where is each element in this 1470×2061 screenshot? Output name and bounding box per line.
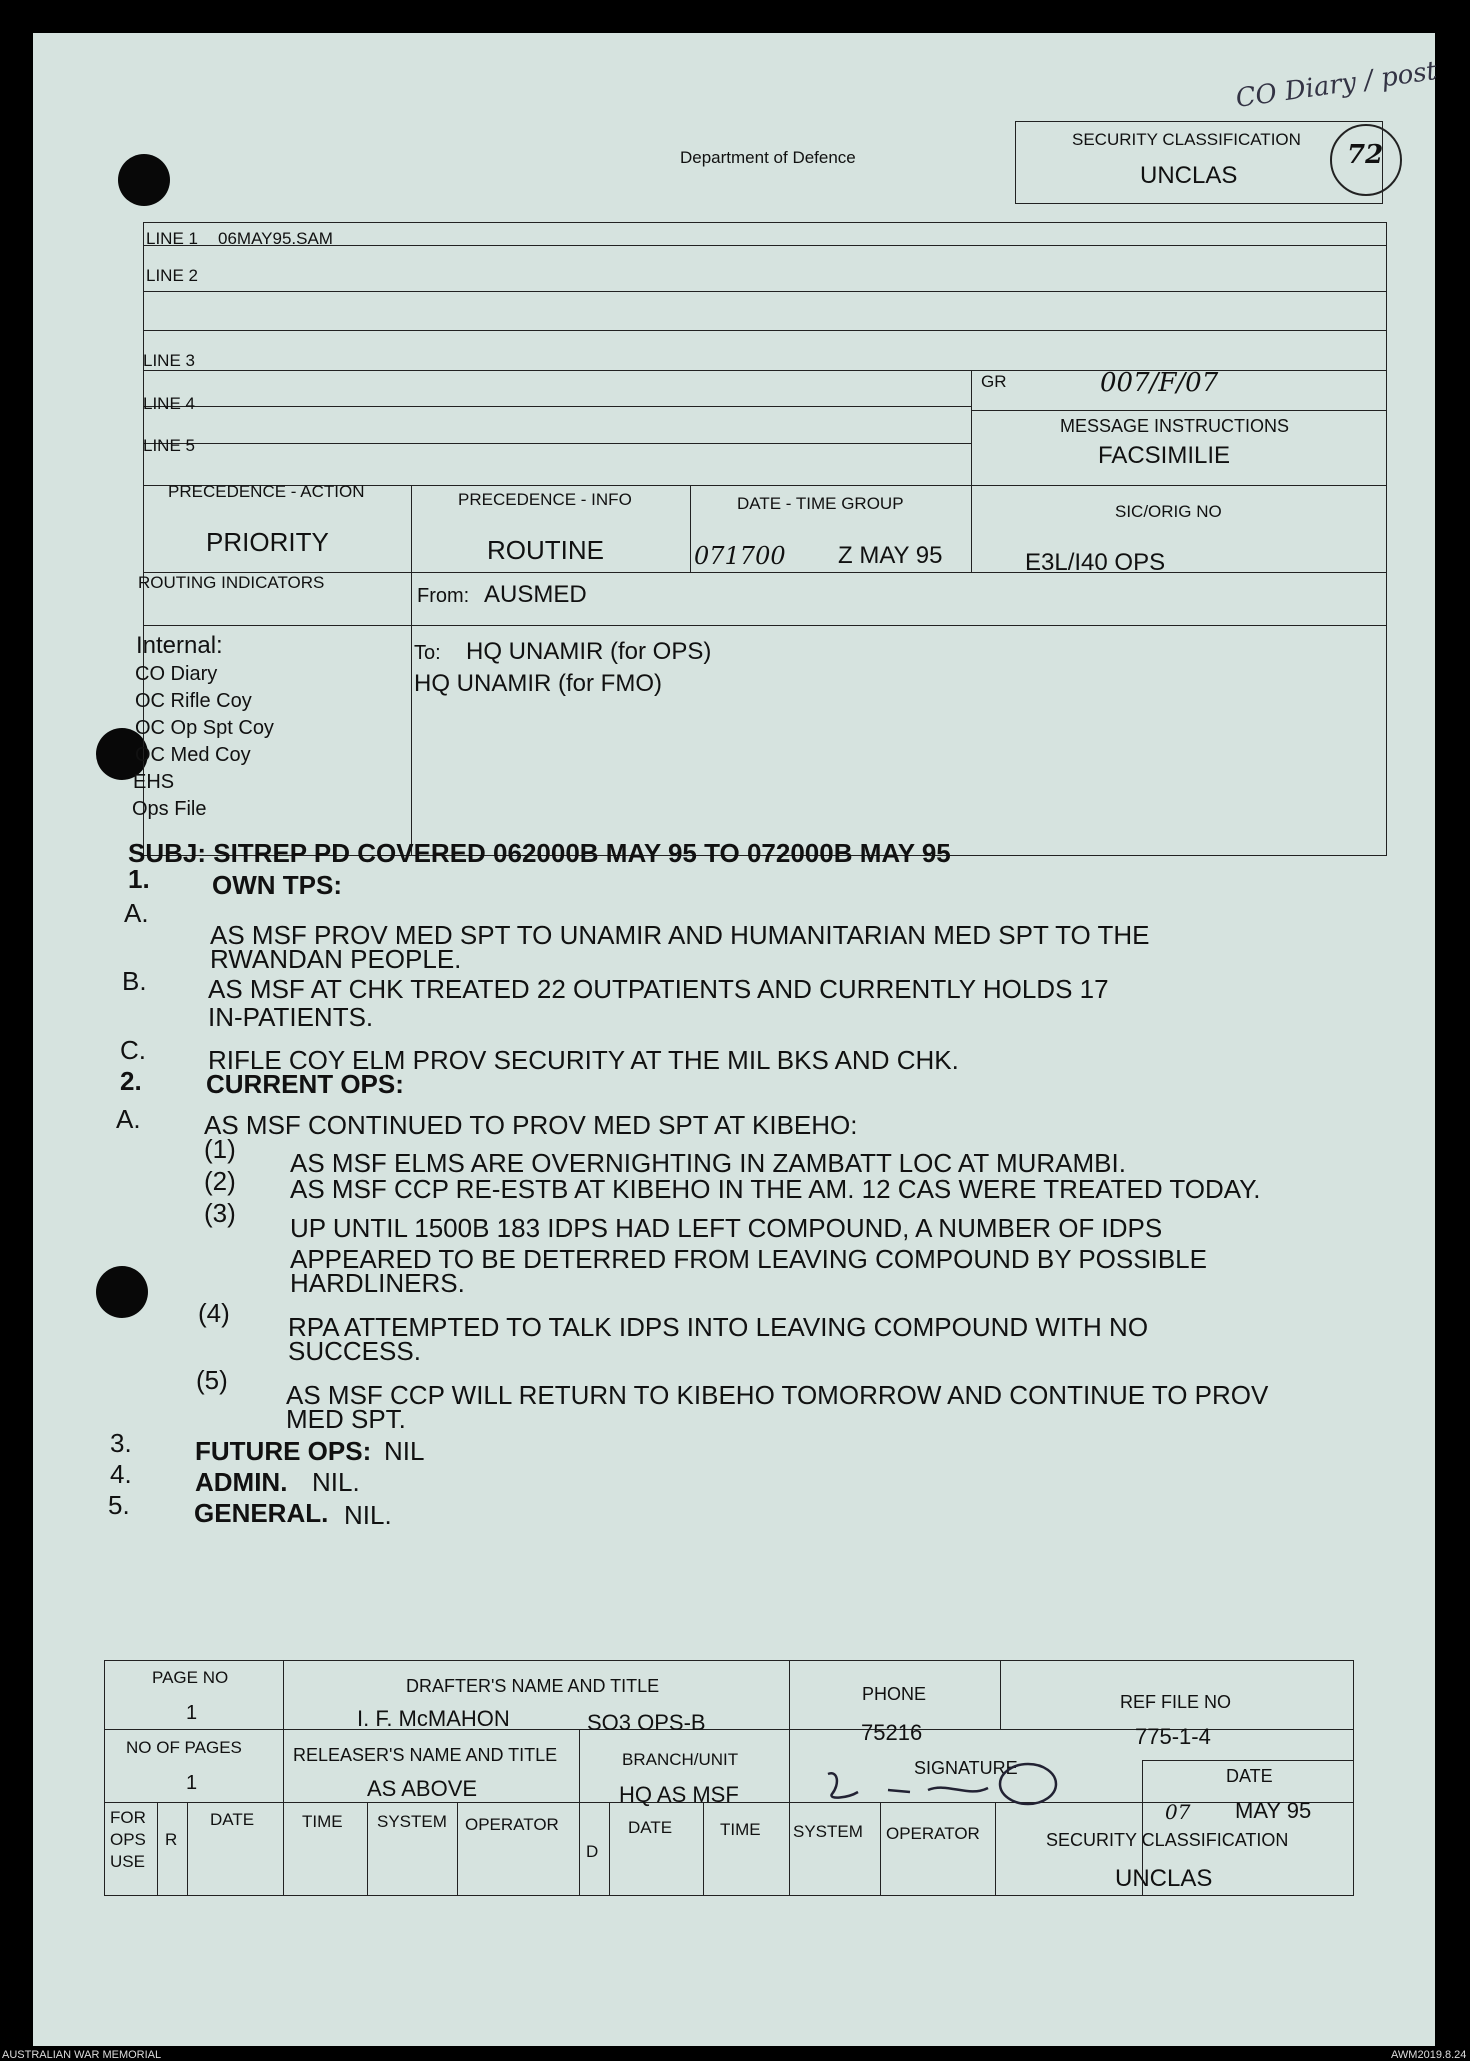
col-system: SYSTEM xyxy=(793,1822,863,1841)
col-system: SYSTEM xyxy=(377,1812,447,1831)
form-line xyxy=(367,1802,368,1896)
message-form xyxy=(143,222,1387,856)
bottom-security-classification-label: SECURITY CLASSIFICATION xyxy=(1046,1830,1289,1850)
item-number: A. xyxy=(116,1104,141,1134)
form-line xyxy=(1142,1760,1354,1761)
ref-file-value: 775-1-4 xyxy=(1135,1724,1211,1749)
to-value: HQ UNAMIR (for FMO) xyxy=(414,670,662,697)
section-heading: FUTURE OPS: xyxy=(195,1436,372,1466)
signature-label: SIGNATURE xyxy=(914,1758,1018,1778)
form-line xyxy=(457,1802,458,1896)
date-value: MAY 95 xyxy=(1235,1798,1312,1823)
item-text: AS MSF CONTINUED TO PROV MED SPT AT KIBEHO: xyxy=(204,1110,858,1140)
section-number: 1. xyxy=(128,864,150,894)
section-number: 5. xyxy=(108,1490,130,1520)
routing-indicators-label: ROUTING INDICATORS xyxy=(138,573,325,592)
form-line xyxy=(157,1802,158,1896)
form-line xyxy=(579,1729,580,1896)
from-label: From: xyxy=(417,585,470,607)
sub-item-text: MED SPT. xyxy=(286,1404,406,1434)
dtg-value: Z MAY 95 xyxy=(838,542,943,569)
section-number: 3. xyxy=(110,1428,132,1458)
form-line xyxy=(411,485,412,856)
bottom-security-classification-value: UNCLAS xyxy=(1115,1865,1213,1892)
col-operator: OPERATOR xyxy=(465,1815,559,1834)
to-label: To: xyxy=(414,642,441,664)
col-time: TIME xyxy=(302,1812,343,1831)
punch-hole xyxy=(118,154,170,206)
item-text: IN-PATIENTS. xyxy=(208,1002,374,1032)
security-classification-value: UNCLAS xyxy=(1140,162,1238,189)
security-classification-label: SECURITY CLASSIFICATION xyxy=(1072,130,1301,149)
precedence-action-label: PRECEDENCE - ACTION xyxy=(168,482,365,501)
item-text: RIFLE COY ELM PROV SECURITY AT THE MIL BKS AND CHK. xyxy=(208,1045,959,1075)
page-no-label: PAGE NO xyxy=(152,1668,229,1687)
handwritten-note: CO Diary / post xyxy=(1233,56,1439,114)
line5-label: LINE 5 xyxy=(143,436,195,455)
ref-file-label: REF FILE NO xyxy=(1120,1692,1232,1712)
precedence-info-value: ROUTINE xyxy=(487,535,604,565)
section-heading: ADMIN. xyxy=(195,1467,288,1497)
line1-label: LINE 1 xyxy=(146,229,198,248)
form-line xyxy=(143,406,971,407)
col-date: DATE xyxy=(628,1818,673,1837)
section-number: 4. xyxy=(110,1459,132,1489)
no-pages-label: NO OF PAGES xyxy=(126,1738,242,1757)
item-number: B. xyxy=(122,966,147,996)
form-line xyxy=(690,485,691,572)
form-line xyxy=(143,443,971,444)
date-handwritten: 07 xyxy=(1165,1800,1191,1824)
internal-item: EHS xyxy=(133,771,175,793)
branch-value: HQ AS MSF xyxy=(619,1782,739,1807)
line1-value: 06MAY95.SAM xyxy=(218,229,333,248)
form-line xyxy=(609,1802,610,1896)
r-label: R xyxy=(165,1830,178,1849)
for-ops-use: USE xyxy=(110,1852,145,1871)
form-line xyxy=(971,410,1387,411)
internal-title: Internal: xyxy=(136,632,223,659)
date-label: DATE xyxy=(1226,1766,1273,1786)
sub-item-text: UP UNTIL 1500B 183 IDPS HAD LEFT COMPOUND, A NUMBER OF IDPS xyxy=(290,1213,1163,1243)
to-value: HQ UNAMIR (for OPS) xyxy=(466,638,712,665)
form-line xyxy=(143,572,1387,573)
col-operator: OPERATOR xyxy=(886,1824,980,1843)
from-value: AUSMED xyxy=(484,581,587,608)
sub-item-number: (5) xyxy=(196,1365,228,1395)
drafter-name: I. F. McMAHON xyxy=(357,1706,510,1731)
internal-item: OC Op Spt Coy xyxy=(135,717,274,739)
branch-label: BRANCH/UNIT xyxy=(622,1750,739,1769)
phone-label: PHONE xyxy=(862,1684,927,1704)
form-line xyxy=(703,1802,704,1896)
for-ops-use: FOR xyxy=(110,1808,146,1827)
sub-item-text: RPA ATTEMPTED TO TALK IDPS INTO LEAVING COMPOUND WITH NO xyxy=(288,1312,1149,1342)
form-line xyxy=(880,1802,881,1896)
sub-item-number: (4) xyxy=(198,1298,230,1328)
sub-item-text: HARDLINERS. xyxy=(290,1268,465,1298)
col-date: DATE xyxy=(210,1810,255,1829)
footer-left: AUSTRALIAN WAR MEMORIAL xyxy=(2,2049,162,2061)
sub-item-number: (2) xyxy=(204,1166,236,1196)
internal-item: OC Med Coy xyxy=(135,744,251,766)
form-line xyxy=(283,1660,284,1896)
for-ops-use: OPS xyxy=(110,1830,146,1849)
page-no-value: 1 xyxy=(186,1702,198,1724)
item-number: A. xyxy=(124,898,149,928)
footer-right: AWM2019.8.24 xyxy=(1391,2049,1467,2061)
section-value: NIL. xyxy=(344,1500,392,1530)
releaser-value: AS ABOVE xyxy=(367,1776,478,1801)
form-line xyxy=(143,291,1387,292)
form-line xyxy=(187,1802,188,1896)
sub-item-text: AS MSF CCP RE-ESTB AT KIBEHO IN THE AM. 12 CAS WERE TREATED TODAY. xyxy=(290,1174,1261,1204)
sub-item-text: SUCCESS. xyxy=(288,1336,421,1366)
dtg-label: DATE - TIME GROUP xyxy=(737,494,904,513)
punch-hole xyxy=(96,1266,148,1318)
gr-value: 007/F/07 xyxy=(1100,368,1219,398)
dtg-handwritten: 071700 xyxy=(694,542,786,570)
line3-label: LINE 3 xyxy=(143,351,195,370)
section-heading: OWN TPS: xyxy=(212,870,342,900)
form-line xyxy=(1000,1660,1001,1729)
item-text: RWANDAN PEOPLE. xyxy=(210,944,462,974)
item-text: AS MSF PROV MED SPT TO UNAMIR AND HUMANITARIAN MED SPT TO THE xyxy=(210,920,1150,950)
sub-item-text: APPEARED TO BE DETERRED FROM LEAVING COMPOUND BY POSSIBLE xyxy=(290,1244,1207,1274)
sub-item-text: AS MSF CCP WILL RETURN TO KIBEHO TOMORROW AND CONTINUE TO PROV xyxy=(286,1380,1269,1410)
d-label: D xyxy=(586,1842,599,1861)
form-line xyxy=(143,625,1387,626)
section-number: 2. xyxy=(120,1066,142,1096)
sub-item-number: (1) xyxy=(204,1134,236,1164)
form-line xyxy=(971,370,972,572)
col-time: TIME xyxy=(720,1820,761,1839)
drafter-label: DRAFTER'S NAME AND TITLE xyxy=(406,1676,660,1696)
line4-label: LINE 4 xyxy=(143,394,195,413)
message-instructions-label: MESSAGE INSTRUCTIONS xyxy=(1060,416,1290,436)
department-title: Department of Defence xyxy=(680,148,856,167)
form-line xyxy=(995,1802,996,1896)
item-number: C. xyxy=(120,1035,146,1065)
precedence-info-label: PRECEDENCE - INFO xyxy=(458,490,632,509)
section-value: NIL. xyxy=(312,1467,360,1497)
form-line xyxy=(789,1660,790,1896)
sic-label: SIC/ORIG NO xyxy=(1115,502,1222,521)
sub-item-text: AS MSF ELMS ARE OVERNIGHTING IN ZAMBATT LOC AT MURAMBI. xyxy=(290,1148,1126,1178)
sub-item-number: (3) xyxy=(204,1198,236,1228)
gr-label: GR xyxy=(981,372,1007,391)
drafter-title: SO3 OPS-B xyxy=(587,1710,706,1735)
phone-value: 75216 xyxy=(861,1720,923,1745)
releaser-label: RELEASER'S NAME AND TITLE xyxy=(293,1745,558,1765)
form-line xyxy=(143,330,1387,331)
sic-value: E3L/I40 OPS xyxy=(1025,549,1166,576)
internal-item: CO Diary xyxy=(135,663,218,685)
message-instructions-value: FACSIMILIE xyxy=(1098,442,1231,469)
internal-item: OC Rifle Coy xyxy=(135,690,252,712)
item-text: AS MSF AT CHK TREATED 22 OUTPATIENTS AND CURRENTLY HOLDS 17 xyxy=(208,974,1109,1004)
line2-label: LINE 2 xyxy=(146,266,198,285)
handwritten-folio: 72 xyxy=(1347,140,1384,170)
section-value: NIL xyxy=(384,1436,425,1466)
section-heading: GENERAL. xyxy=(194,1498,329,1528)
section-heading: CURRENT OPS: xyxy=(206,1069,404,1099)
internal-item: Ops File xyxy=(132,798,207,820)
signature-mark xyxy=(818,1760,1078,1810)
precedence-action-value: PRIORITY xyxy=(206,527,329,557)
no-pages-value: 1 xyxy=(186,1772,198,1794)
subject-line: SUBJ: SITREP PD COVERED 062000B MAY 95 TO 072000B MAY 95 xyxy=(128,838,951,868)
